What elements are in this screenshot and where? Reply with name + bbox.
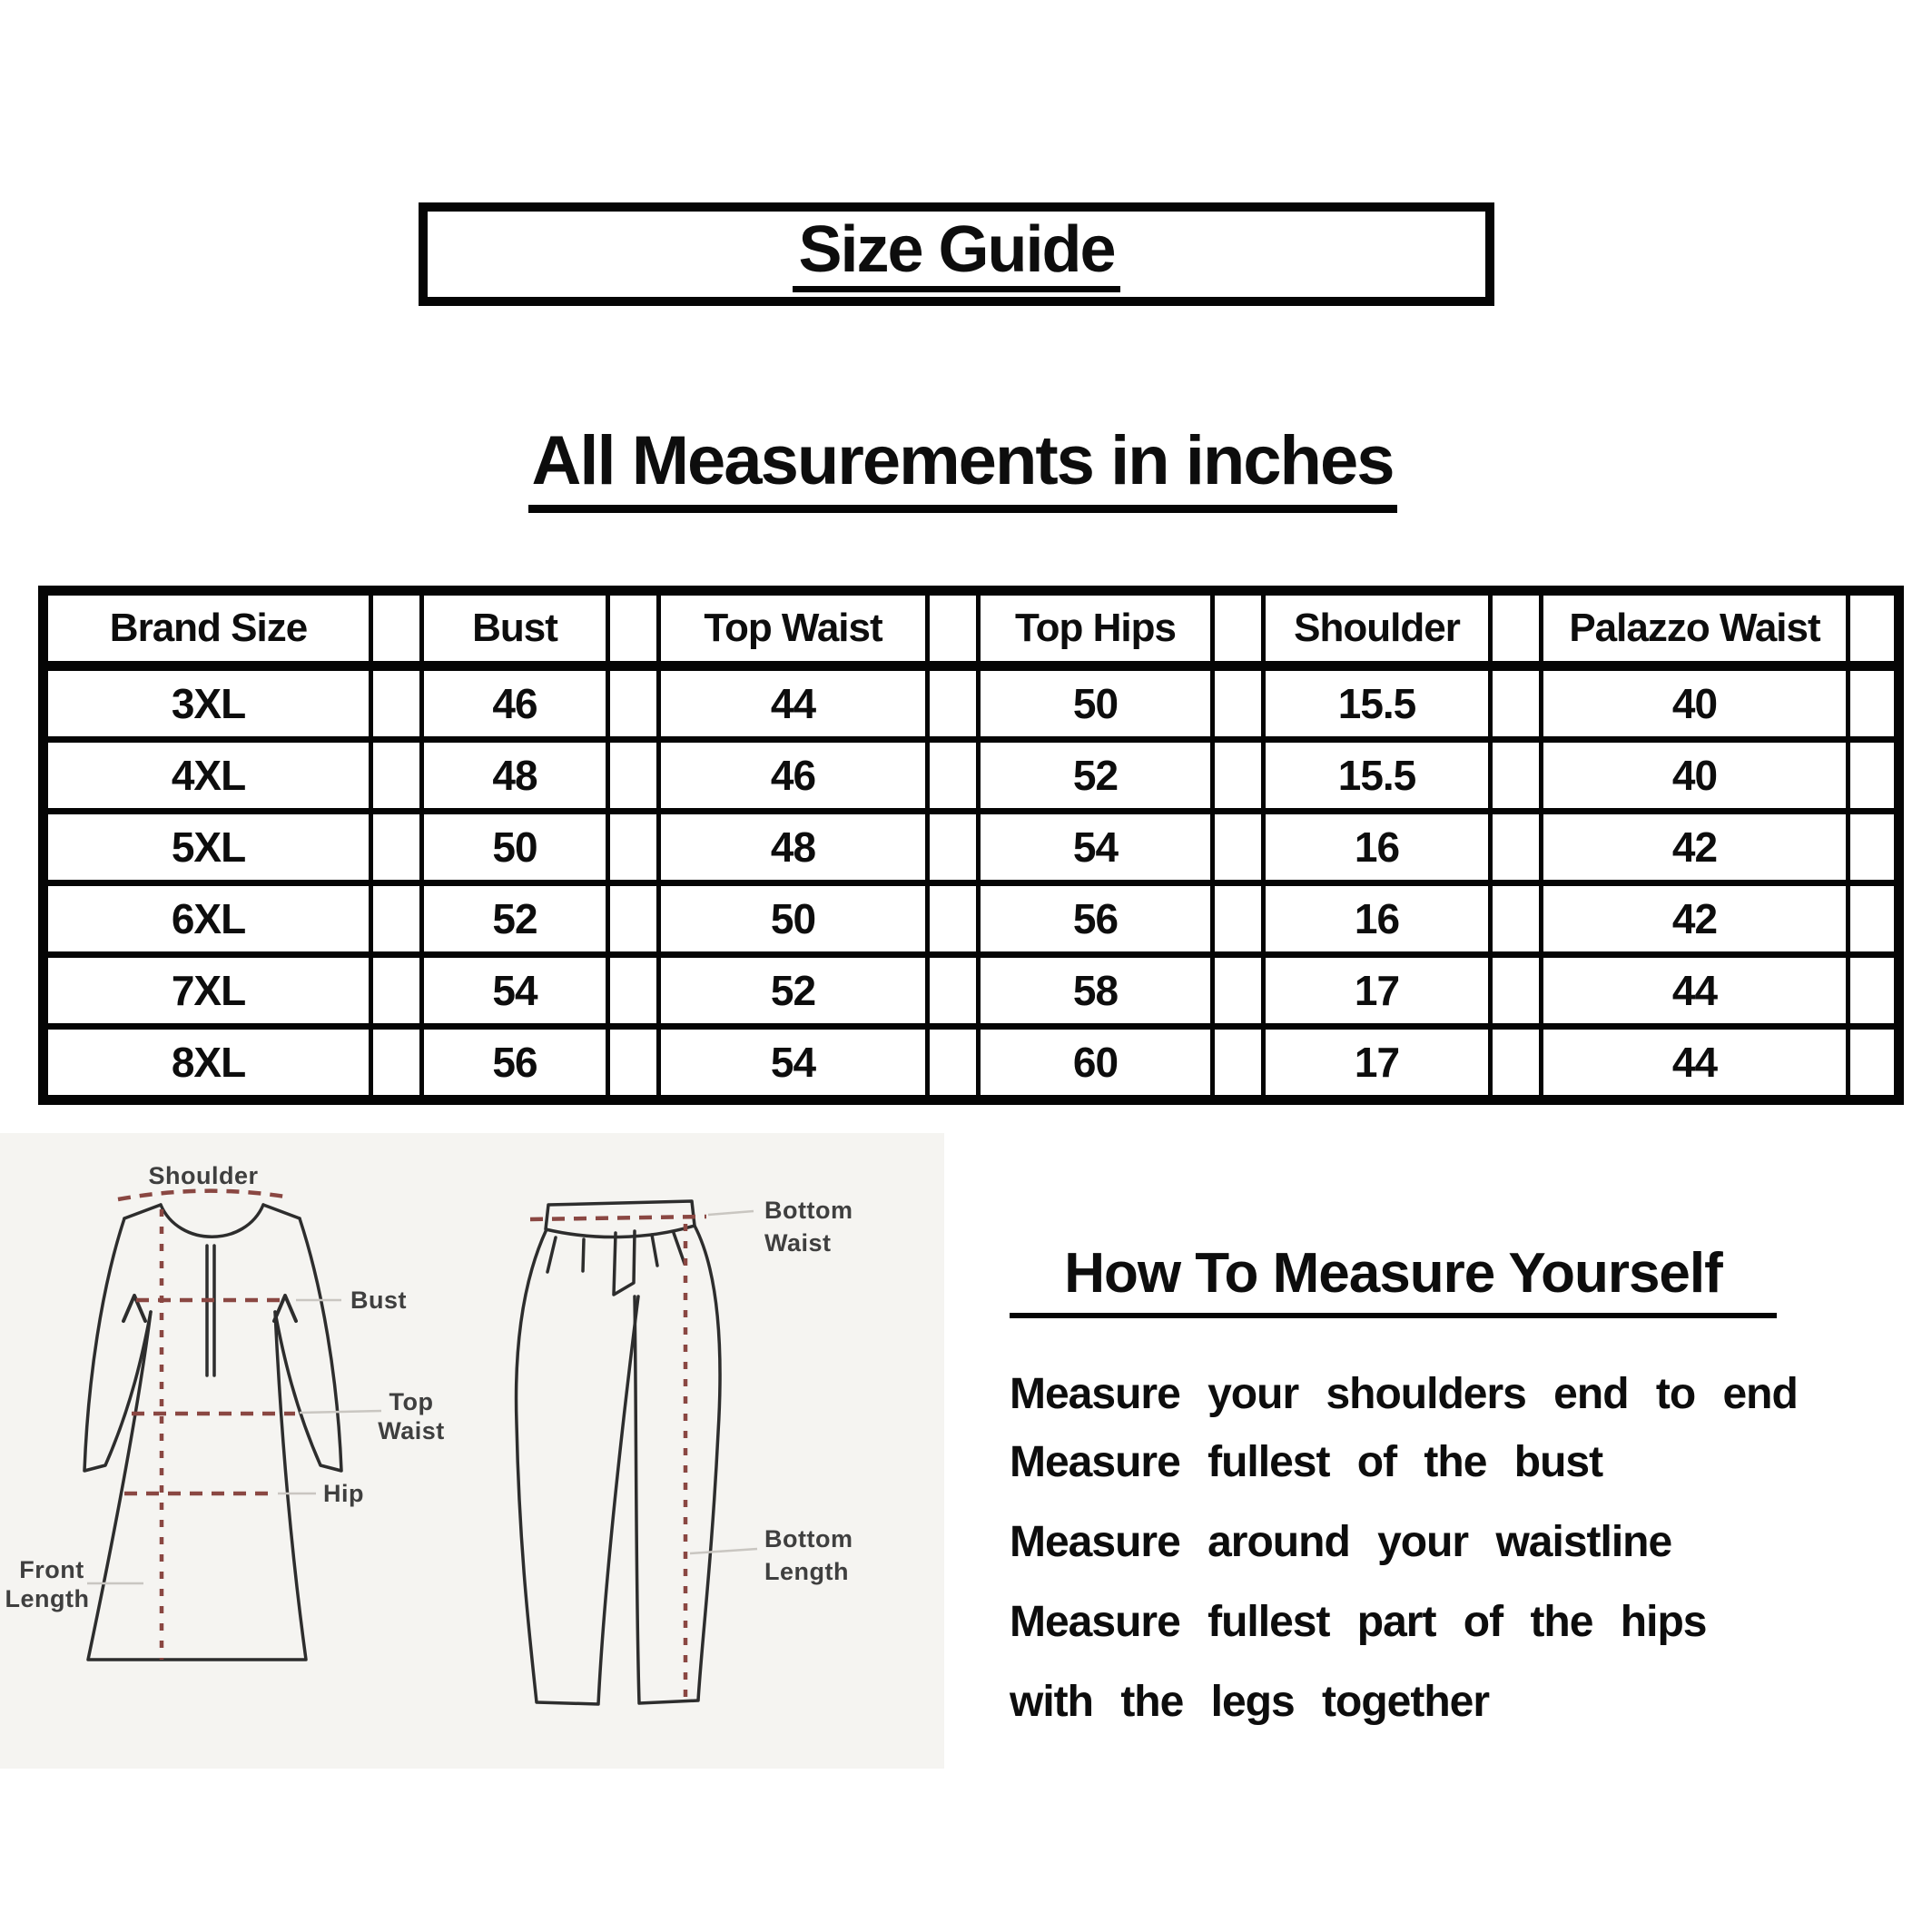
table-cell: 52 <box>422 883 608 955</box>
table-cell: 15.5 <box>1264 666 1491 740</box>
spacer-cell <box>1491 740 1542 812</box>
spacer-cell <box>608 740 659 812</box>
column-header: Bust <box>422 591 608 666</box>
table-cell: 7XL <box>44 955 371 1027</box>
table-cell: 3XL <box>44 666 371 740</box>
bottom-waist-label-line2: Waist <box>764 1229 832 1257</box>
table-cell: 50 <box>979 666 1213 740</box>
front-length-label-line1: Front <box>19 1556 84 1583</box>
table-cell: 44 <box>1542 955 1848 1027</box>
measurement-diagrams <box>0 1133 944 1769</box>
table-cell: 46 <box>659 740 928 812</box>
table-cell: 42 <box>1542 812 1848 883</box>
table-row <box>44 740 1899 812</box>
instruction-line: with the legs together <box>1010 1678 1490 1726</box>
table-cell: 15.5 <box>1264 740 1491 812</box>
table-cell: 17 <box>1264 955 1491 1027</box>
table-cell: 16 <box>1264 812 1491 883</box>
spacer-cell <box>371 812 422 883</box>
column-header: Top Waist <box>659 591 928 666</box>
spacer-cell <box>371 1027 422 1100</box>
spacer-cell <box>1213 666 1264 740</box>
table-cell: 5XL <box>44 812 371 883</box>
page-title: Size Guide <box>793 217 1119 292</box>
spacer-cell <box>608 812 659 883</box>
spacer-cell <box>1213 955 1264 1027</box>
instruction-line: Measure fullest of the bust <box>1010 1438 1603 1486</box>
front-length-label-line2: Length <box>5 1585 90 1612</box>
table-cell: 17 <box>1264 1027 1491 1100</box>
bottom-length-label-line1: Bottom <box>764 1525 853 1552</box>
spacer-cell <box>928 591 979 666</box>
shoulder-label: Shoulder <box>148 1162 259 1189</box>
instruction-line: Measure fullest part of the hips <box>1010 1598 1707 1646</box>
spacer-cell <box>1491 883 1542 955</box>
spacer-cell <box>371 955 422 1027</box>
spacer-cell <box>1848 883 1899 955</box>
spacer-cell <box>1848 666 1899 740</box>
table-cell: 6XL <box>44 883 371 955</box>
spacer-cell <box>371 740 422 812</box>
table-cell: 40 <box>1542 740 1848 812</box>
instruction-line: Measure around your waistline <box>1010 1518 1672 1566</box>
spacer-cell <box>1848 812 1899 883</box>
spacer-cell <box>928 666 979 740</box>
spacer-cell <box>1848 591 1899 666</box>
spacer-cell <box>1848 955 1899 1027</box>
spacer-cell <box>608 883 659 955</box>
table-cell: 54 <box>659 1027 928 1100</box>
spacer-cell <box>1213 883 1264 955</box>
table-cell: 54 <box>979 812 1213 883</box>
column-header: Brand Size <box>44 591 371 666</box>
column-header: Shoulder <box>1264 591 1491 666</box>
spacer-cell <box>928 883 979 955</box>
table-cell: 56 <box>422 1027 608 1100</box>
table-row <box>44 1027 1899 1100</box>
table-row <box>44 883 1899 955</box>
column-header: Palazzo Waist <box>1542 591 1848 666</box>
measurement-diagrams-panel <box>0 1133 944 1769</box>
spacer-cell <box>1213 812 1264 883</box>
column-header: Top Hips <box>979 591 1213 666</box>
table-cell: 54 <box>422 955 608 1027</box>
spacer-cell <box>1491 812 1542 883</box>
top-waist-label-line2: Waist <box>378 1417 445 1444</box>
diagram-background <box>0 1133 944 1769</box>
spacer-cell <box>928 955 979 1027</box>
table-cell: 16 <box>1264 883 1491 955</box>
how-to-measure-instructions <box>1010 1360 1854 1736</box>
spacer-cell <box>608 1027 659 1100</box>
spacer-cell <box>1491 591 1542 666</box>
bottom-waist-label-line1: Bottom <box>764 1197 853 1224</box>
spacer-cell <box>1491 955 1542 1027</box>
table-cell: 48 <box>422 740 608 812</box>
size-table-body <box>44 666 1899 1100</box>
table-cell: 48 <box>659 812 928 883</box>
table-cell: 56 <box>979 883 1213 955</box>
size-table-header <box>44 591 1899 666</box>
spacer-cell <box>608 591 659 666</box>
table-cell: 8XL <box>44 1027 371 1100</box>
table-cell: 60 <box>979 1027 1213 1100</box>
size-table <box>38 586 1904 1105</box>
table-cell: 44 <box>1542 1027 1848 1100</box>
spacer-cell <box>1213 591 1264 666</box>
spacer-cell <box>1491 666 1542 740</box>
table-cell: 50 <box>422 812 608 883</box>
spacer-cell <box>928 1027 979 1100</box>
spacer-cell <box>371 591 422 666</box>
table-row <box>44 666 1899 740</box>
table-cell: 58 <box>979 955 1213 1027</box>
spacer-cell <box>1491 1027 1542 1100</box>
measurements-subtitle: All Measurements in inches <box>528 425 1397 513</box>
table-cell: 4XL <box>44 740 371 812</box>
table-cell: 46 <box>422 666 608 740</box>
table-cell: 42 <box>1542 883 1848 955</box>
table-cell: 40 <box>1542 666 1848 740</box>
spacer-cell <box>928 812 979 883</box>
table-header-row <box>44 591 1899 666</box>
instruction-line: Measure your shoulders end to end <box>1010 1370 1798 1418</box>
title-box <box>419 202 1494 306</box>
table-cell: 44 <box>659 666 928 740</box>
table-cell: 50 <box>659 883 928 955</box>
bottom-length-label-line2: Length <box>764 1558 849 1585</box>
spacer-cell <box>371 883 422 955</box>
bust-label: Bust <box>350 1286 407 1314</box>
top-waist-label-line1: Top <box>389 1388 434 1415</box>
spacer-cell <box>1848 740 1899 812</box>
spacer-cell <box>608 955 659 1027</box>
table-cell: 52 <box>979 740 1213 812</box>
table-row <box>44 812 1899 883</box>
spacer-cell <box>1213 740 1264 812</box>
table-row <box>44 955 1899 1027</box>
spacer-cell <box>928 740 979 812</box>
spacer-cell <box>1213 1027 1264 1100</box>
spacer-cell <box>371 666 422 740</box>
table-cell: 52 <box>659 955 928 1027</box>
subtitle-wrap <box>0 422 1925 513</box>
how-to-measure-heading: How To Measure Yourself <box>1010 1246 1777 1318</box>
spacer-cell <box>1848 1027 1899 1100</box>
hip-label: Hip <box>323 1480 364 1507</box>
spacer-cell <box>608 666 659 740</box>
